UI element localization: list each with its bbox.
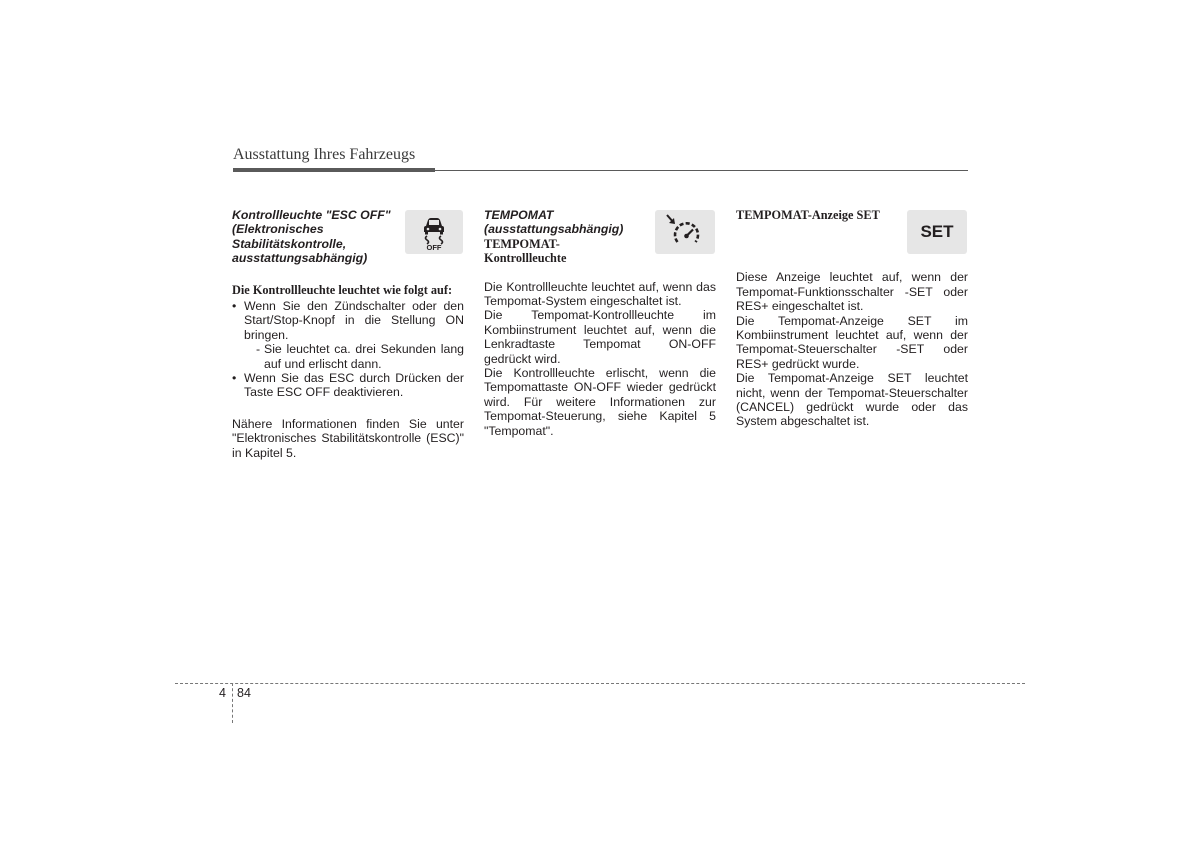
tempomat-para-3: Die Kontrollleuchte erlischt, wenn die Tempomattaste ON-OFF wieder gedrückt wird. Für weitere Informationen zur Tempomat-Steuerung, siehe Kapitel 5 "Tempomat". (484, 366, 716, 438)
esc-off-heading: Kontrollleuchte "ESC OFF" (Elektronisches Stabilitätskontrolle, ausstattungsabhängig) (232, 208, 391, 266)
tempomat-set-para-3: Die Tempomat-Anzeige SET leuchtet nicht, wenn der Tempomat-Steuerschalter (CANCEL) gedrückt wurde oder das System abgeschaltet ist. (736, 371, 968, 429)
header-rule-thin (435, 170, 968, 171)
svg-text:OFF: OFF (426, 243, 442, 252)
list-item: • Wenn Sie den Zündschalter oder den Start/Stop-Knopf in die Stellung ON bringen. - Sie leuchtet ca. drei Sekunden lang auf und erlischt dann. (232, 299, 464, 371)
page-number: 84 (237, 686, 251, 700)
list-item: • Wenn Sie das ESC durch Drücken der Taste ESC OFF deaktivieren. (232, 371, 464, 400)
sub-note: - Sie leuchtet ca. drei Sekunden lang auf und erlischt dann. (256, 342, 464, 371)
set-indicator-label: SET (920, 222, 954, 241)
tempomat-para-1: Die Kontrollleuchte leuchtet auf, wenn das Tempomat-System eingeschaltet ist. (484, 279, 716, 309)
header-rule-thick (233, 168, 435, 172)
tempomat-set-para-2: Die Tempomat-Anzeige SET im Kombiinstrument leuchtet auf, wenn der Tempomat-Steuerschalter -SET oder RES+ gedrückt wurde. (736, 313, 968, 371)
esc-off-lead: Die Kontrollleuchte leuchtet wie folgt auf: (232, 282, 453, 297)
esc-off-conditions-list (232, 299, 464, 400)
tempomat-set-para-1: Diese Anzeige leuchtet auf, wenn der Tempomat-Funktionsschalter -SET oder RES+ eingeschaltet ist. (736, 270, 968, 314)
tempomat-subheading: TEMPOMAT- Kontrollleuchte (484, 236, 567, 266)
footer-rule (175, 683, 1025, 684)
column-esc-off (232, 208, 464, 460)
footer-divider (232, 683, 233, 723)
tempomat-heading: TEMPOMAT (ausstattungsabhängig) (484, 208, 624, 237)
page-header-title: Ausstattung Ihres Fahrzeugs (233, 146, 416, 163)
tempomat-set-heading: TEMPOMAT-Anzeige SET (736, 208, 880, 222)
column-tempomat-set (736, 208, 968, 429)
tempomat-para-2: Die Tempomat-Kontrollleuchte im Kombiinstrument leuchtet auf, wenn die Lenkradtaste Tempomat ON-OFF gedrückt wird. (484, 308, 716, 366)
chapter-number: 4 (219, 686, 226, 700)
column-tempomat (484, 208, 716, 438)
esc-off-reference: Nähere Informationen finden Sie unter "Elektronisches Stabilitätskontrolle (ESC)" in Kapitel 5. (232, 416, 464, 460)
